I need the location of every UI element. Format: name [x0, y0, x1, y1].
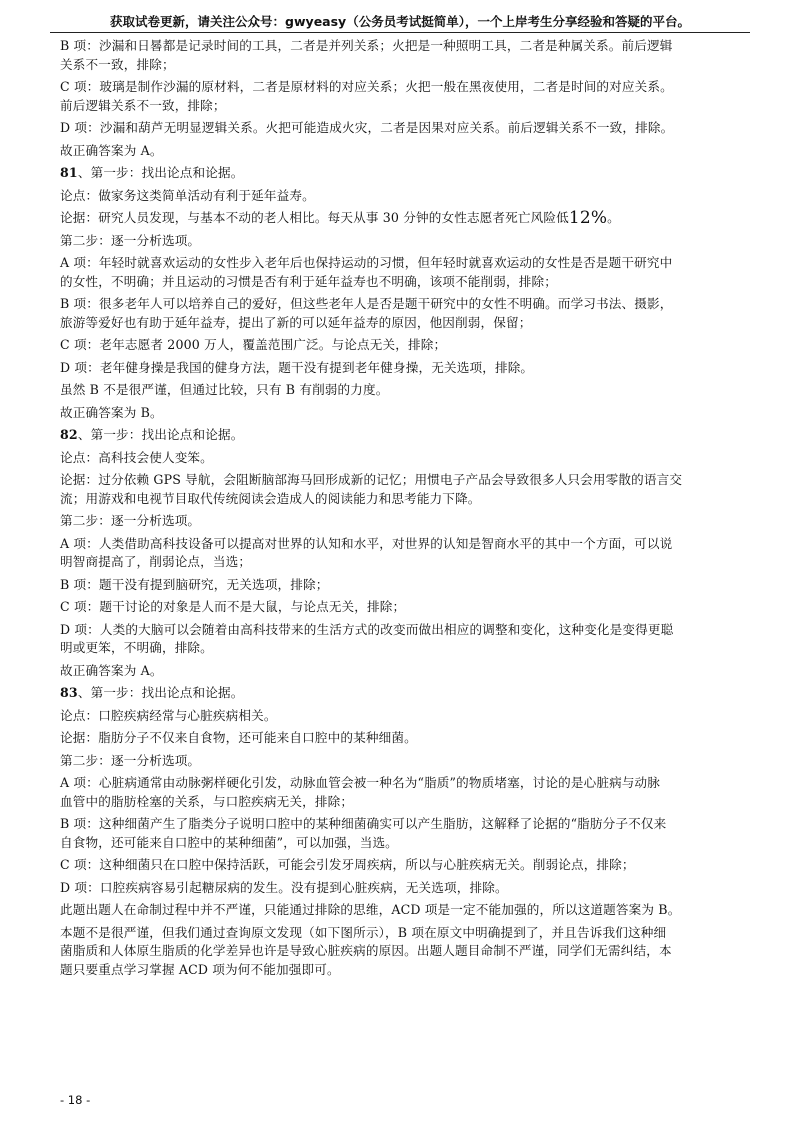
- question-number: 81: [60, 165, 78, 180]
- text-line: B 项：题干没有提到脑研究，无关选项，排除；: [60, 576, 329, 592]
- question-number: 82: [60, 427, 78, 442]
- text-line: C 项：玻璃是制作沙漏的原材料，二者是原材料的对应关系；火把一般在黑夜使用，二者是时间的对应关系。: [60, 79, 673, 94]
- paragraph: [60, 209, 750, 228]
- paragraph: [60, 815, 750, 852]
- text-line: 论点：口腔疾病经常与心脏疾病相关。: [60, 707, 277, 723]
- text-line: B 项：很多老年人可以培养自己的爱好，但这些老年人是否是题干研究中的女性不明确。而学习书法、摄影，: [60, 296, 673, 311]
- text-line: 论据：研究人员发现，与基本不动的老人相比。每天从事 30 分钟的女性志愿者死亡风险低: [60, 210, 569, 225]
- paragraph: [60, 924, 750, 980]
- paragraph: [60, 37, 750, 74]
- text-line: 关系不一致，排除；: [60, 56, 175, 72]
- text-line: D 项：人类的大脑可以会随着由高科技带来的生活方式的改变而做出相应的调整和变化，这种变化是变得更聪: [60, 621, 674, 637]
- text-line: 第二步：逐一分析选项。: [60, 513, 201, 528]
- text-line: 故正确答案为 A。: [60, 662, 163, 678]
- paragraph: [60, 78, 750, 115]
- page-number: - 18 -: [60, 1093, 91, 1107]
- text-line: D 项：口腔疾病容易引起糖尿病的发生。没有提到心脏疾病，无关选项，排除。: [60, 879, 508, 895]
- question-heading: [60, 684, 750, 703]
- paragraph: [60, 295, 750, 332]
- paragraph: [60, 381, 750, 400]
- text-line: A 项：心脏病通常由动脉粥样硬化引发，动脉血管会被一种名为“脂质”的物质堵塞，讨论的是心脏病与动脉: [60, 775, 661, 790]
- paragraph: [60, 187, 750, 206]
- text-line: 论据：过分依赖 GPS 导航，会阻断脑部海马回形成新的记忆；用惯电子产品会导致很多人只会用零散的语言交: [60, 472, 683, 487]
- text-line: 的女性，不明确；并且运动的习惯是否有利于延年益寿也不明确，该项不能削弱，排除；: [60, 273, 558, 289]
- paragraph: [60, 879, 750, 898]
- text-line: 论点：高科技会使人变笨。: [60, 449, 213, 465]
- text-line: 自食物，还可能来自口腔中的某种细菌”，可以加强，当选。: [60, 834, 398, 850]
- paragraph: [60, 856, 750, 875]
- text-line: 旅游等爱好也有助于延年益寿，提出了新的可以延年益寿的原因，他因削弱，保留；: [60, 314, 532, 330]
- text-line: A 项：年轻时就喜欢运动的女性步入老年后也保持运动的习惯，但年轻时就喜欢运动的女性是否是题干研究中: [60, 255, 673, 270]
- paragraph: [60, 449, 750, 468]
- question-heading: [60, 426, 750, 445]
- text-line: 、第一步：找出论点和论据。: [77, 685, 244, 700]
- text-line: [60, 684, 750, 703]
- text-line: [60, 164, 750, 183]
- text-line: 此题出题人在命制过程中并不严谨，只能通过排除的思维，ACD 项是一定不能加强的，所以这道题答案为 B。: [60, 902, 681, 917]
- percent-value: 12%: [568, 208, 608, 228]
- paragraph: [60, 232, 750, 251]
- page-header: 获取试卷更新，请关注公众号：gwyeasy（公务员考试挺简单），一个上岸考生分享经验和答疑的平台。: [110, 14, 690, 29]
- paragraph: [60, 598, 750, 617]
- text-line: 虽然 B 不是很严谨，但通过比较，只有 B 有削弱的力度。: [60, 382, 389, 397]
- text-line: 第二步：逐一分析选项。: [60, 232, 201, 248]
- text-line: 菌脂质和人体原生脂质的化学差异也许是导致心脏疾病的原因。出题人题目命制不严谨，同学们无需纠结，本: [60, 943, 672, 958]
- text-line: [60, 209, 750, 228]
- paragraph: [60, 336, 750, 355]
- paragraph: [60, 254, 750, 291]
- paragraph: [60, 535, 750, 572]
- paragraph: [60, 359, 750, 378]
- text-line: 明或更笨，不明确，排除。: [60, 640, 213, 655]
- text-line: 论点：做家务这类简单活动有利于延年益寿。: [60, 187, 315, 203]
- text-line: C 项：这种细菌只在口腔中保持活跃，可能会引发牙周疾病，所以与心脏疾病无关。削弱论点，排除；: [60, 857, 635, 872]
- text-line: 前后逻辑关系不一致，排除；: [60, 97, 226, 113]
- paragraph: [60, 471, 750, 508]
- text-line: 。: [607, 210, 620, 225]
- question-heading: [60, 164, 750, 183]
- paragraph: [60, 752, 750, 771]
- paragraph: [60, 512, 750, 531]
- paragraph: [60, 774, 750, 811]
- text-line: C 项：老年志愿者 2000 万人，覆盖范围广泛。与论点无关，排除；: [60, 337, 447, 352]
- paragraph: [60, 576, 750, 595]
- text-line: 、第一步：找出论点和论据。: [77, 427, 244, 442]
- text-line: [60, 426, 750, 445]
- text-line: 第二步：逐一分析选项。: [60, 752, 201, 768]
- text-line: B 项：沙漏和日晷都是记录时间的工具，二者是并列关系；火把是一种照明工具，二者是种属关系。前后逻辑: [60, 38, 673, 53]
- paragraph: [60, 142, 750, 161]
- text-line: D 项：沙漏和葫芦无明显逻辑关系。火把可能造成火灾，二者是因果对应关系。前后逻辑关系不一致，排除。: [60, 120, 674, 135]
- text-line: B 项：这种细菌产生了脂类分子说明口腔中的某种细菌确实可以产生脂肪，这解释了论据的“脂肪分子不仅来: [60, 816, 667, 831]
- paragraph: [60, 729, 750, 748]
- text-line: 、第一步：找出论点和论据。: [77, 165, 244, 180]
- text-line: 本题不是很严谨，但我们通过查询原文发现（如下图所示），B 项在原文中明确提到了，并且告诉我们这种细: [60, 924, 667, 940]
- text-line: D 项：老年健身操是我国的健身方法，题干没有提到老年健身操，无关选项，排除。: [60, 359, 534, 375]
- question-number: 83: [60, 685, 78, 700]
- text-line: C 项：题干讨论的对象是人而不是大鼠，与论点无关，排除；: [60, 599, 406, 614]
- paragraph: [60, 404, 750, 423]
- paragraph: [60, 621, 750, 658]
- text-line: A 项：人类借助高科技设备可以提高对世界的认知和水平，对世界的认知是智商水平的其中一个方面，可以说: [60, 535, 673, 551]
- text-line: 题只要重点学习掌握 ACD 项为何不能加强即可。: [60, 961, 340, 977]
- paragraph: [60, 901, 750, 920]
- text-line: 论据：脂肪分子不仅来自食物，还可能来自口腔中的某种细菌。: [60, 730, 417, 745]
- paragraph: [60, 707, 750, 726]
- text-line: 故正确答案为 B。: [60, 404, 163, 420]
- header-divider: [50, 32, 750, 33]
- text-line: 血管中的脂肪栓塞的关系，与口腔疾病无关，排除；: [60, 793, 354, 809]
- paragraph: [60, 662, 750, 681]
- text-line: 流；用游戏和电视节目取代传统阅读会造成人的阅读能力和思考能力下降。: [60, 490, 481, 506]
- document-body: [60, 37, 750, 983]
- paragraph: [60, 119, 750, 138]
- text-line: 故正确答案为 A。: [60, 142, 163, 158]
- text-line: 明智商提高了，削弱论点，当选；: [60, 554, 252, 569]
